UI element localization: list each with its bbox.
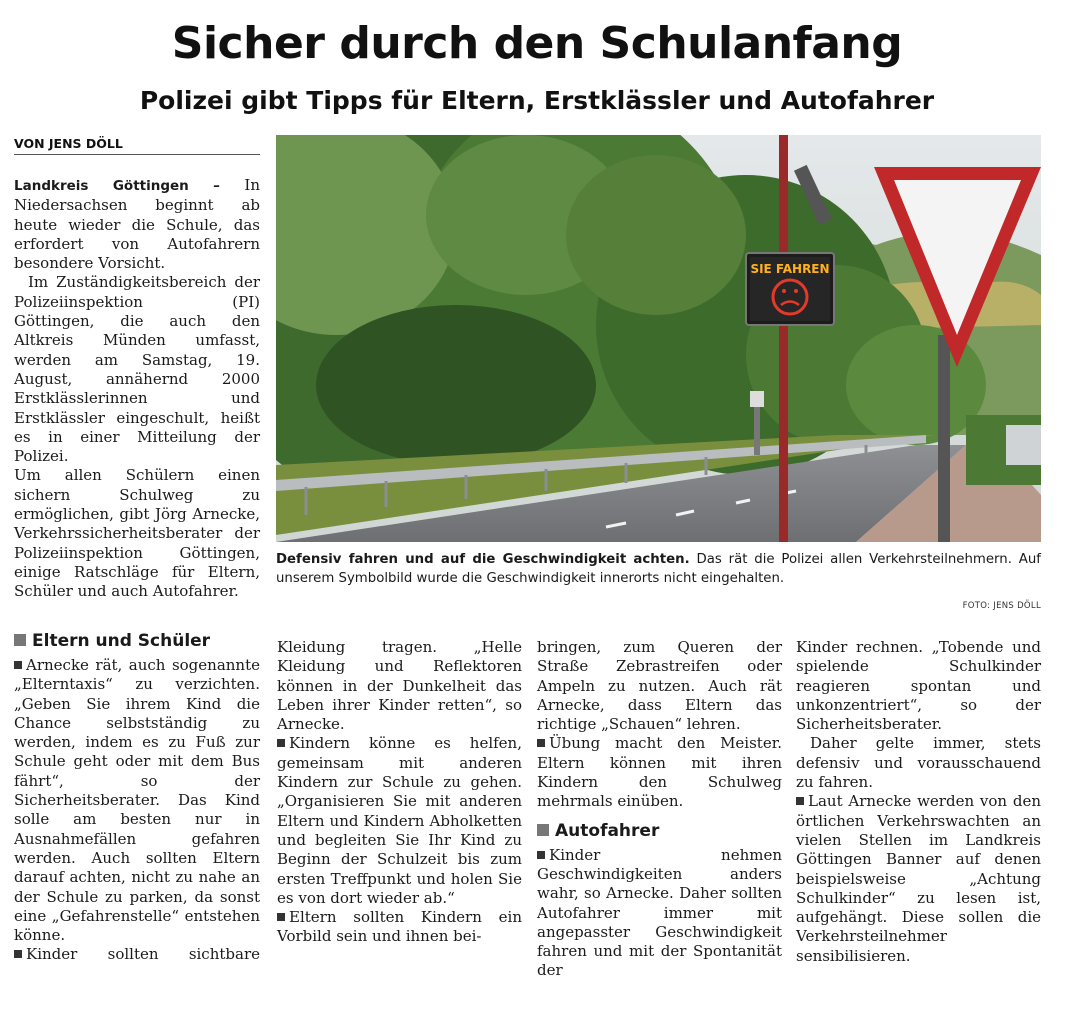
paragraph-text: Eltern sollten Kindern ein Vorbild sein und ihnen bei- — [277, 908, 522, 946]
paragraph-text: Laut Arnecke werden von den örtlichen Verkehrswachten an vielen Stellen im Landkreis Göttingen Banner auf denen beispielsweise „Achtung Schulkinder“ zu lesen ist, aufgehängt. Diese sollen die Verkehrsteilnehmer sensibilisieren. — [796, 792, 1041, 965]
intro-text-1: In Niedersachsen beginnt ab heute wieder die Schule, das erfordert von Autofahrern besondere Vorsicht. — [14, 176, 260, 273]
paragraph: bringen, zum Queren der Straße Zebrastreifen oder Ampeln zu nutzen. Auch rät Arnecke, dass Eltern das richtige „Schauen“ lehren. — [537, 638, 782, 734]
headline: Sicher durch den Schulanfang — [171, 18, 903, 69]
subheadline: Polizei gibt Tipps für Eltern, Erstklässler und Autofahrer — [139, 86, 935, 115]
column-4 — [796, 638, 1041, 966]
paragraph — [14, 945, 260, 964]
section-square-icon — [14, 634, 26, 646]
column-1 — [14, 630, 260, 965]
intro-paragraph-2: Im Zuständigkeitsbereich der Polizeiinspektion (PI) Göttingen, die auch den Altkreis Münden umfasst, werden am Samstag, 19. August, annähernd 2000 Erstklässlerinnen und Erstklässler eingeschult, heißt es in einer Mitteilung der Polizei. — [14, 273, 260, 466]
column-3 — [537, 638, 782, 981]
byline: VON JENS DÖLL — [14, 136, 260, 155]
paragraph — [14, 656, 260, 945]
paragraph-text: Kinder sollten sichtbare — [26, 945, 260, 964]
column-2 — [277, 638, 522, 947]
radar-sign-text: SIE FAHREN — [750, 262, 830, 276]
bullet-square-icon — [537, 851, 545, 859]
bullet-square-icon — [277, 739, 285, 747]
paragraph — [277, 734, 522, 908]
section-heading-drivers — [537, 820, 782, 842]
paragraph: Kleidung tragen. „Helle Kleidung und Reflektoren können in der Dunkelheit das Leben ihrer Kinder retten“, so Arnecke. — [277, 638, 522, 734]
paragraph: Daher gelte immer, stets defensiv und vorausschauend zu fahren. — [796, 734, 1041, 792]
section-heading-text: Eltern und Schüler — [32, 631, 211, 651]
dateline: Landkreis Göttingen – — [14, 178, 220, 194]
section-heading-parents — [14, 630, 260, 652]
section-square-icon — [537, 824, 549, 836]
section-heading-text: Autofahrer — [555, 820, 660, 841]
bullet-square-icon — [14, 661, 22, 669]
photo-credit: FOTO: JENS DÖLL — [962, 601, 1041, 611]
paragraph — [537, 734, 782, 811]
bullet-square-icon — [537, 739, 545, 747]
intro-paragraph-1 — [14, 176, 260, 273]
intro-column — [14, 176, 260, 602]
road-scene-illustration — [276, 135, 1041, 542]
paragraph — [537, 846, 782, 981]
article-photo — [276, 135, 1041, 542]
bullet-square-icon — [14, 950, 22, 958]
caption-lead: Defensiv fahren und auf die Geschwindigkeit achten. — [276, 552, 690, 567]
bullet-square-icon — [796, 797, 804, 805]
paragraph-text: Kindern könne es helfen, gemeinsam mit anderen Kindern zur Schule zu gehen. „Organisieren Sie mit anderen Eltern und Kindern Abholketten und begleiten Sie Ihr Kind zu Beginn der Schulzeit bis zum ersten Treffpunkt und holen Sie es von dort wieder ab.“ — [277, 734, 522, 907]
intro-paragraph-3: Um allen Schülern einen sichern Schulweg zu ermöglichen, gibt Jörg Arnecke, Verkehrssicherheitsberater der Polizeiinspektion Göttingen, einige Ratschläge für Eltern, Schüler und auch Autofahrer. — [14, 466, 260, 601]
paragraph-text: Kinder nehmen Geschwindigkeiten anders wahr, so Arnecke. Daher sollten Autofahrer immer mit angepasster Geschwindigkeit fahren und mit der Spontanität der — [537, 845, 782, 980]
caption-text: Das rät die Polizei allen Verkehrsteilnehmern. Auf unserem Symbolbild wurde die Geschwindigkeit innerorts nicht eingehalten. — [276, 552, 1041, 586]
paragraph — [277, 908, 522, 947]
paragraph-text: Übung macht den Meister. Eltern können mit ihren Kindern den Schulweg mehrmals einüben. — [537, 734, 782, 811]
paragraph — [796, 792, 1041, 966]
bullet-square-icon — [277, 913, 285, 921]
paragraph: Kinder rechnen. „Tobende und spielende Schulkinder reagieren spontan und unkonzentriert“, so der Sicherheitsberater. — [796, 638, 1041, 734]
photo-caption — [276, 550, 1041, 588]
paragraph-text: Arnecke rät, auch sogenannte „Elterntaxis“ zu verzichten. „Geben Sie ihrem Kind die Chance selbstständig zu werden, indem es zu Fuß zur Schule geht oder mit dem Bus fährt“, so der Sicherheitsberater. Das Kind solle am besten nur in Ausnahmefällen gefahren werden. Auch sollten Eltern darauf achten, nicht zu nahe an der Schule zu parken, da sonst eine „Gefahrenstelle“ entstehen könne. — [14, 656, 260, 945]
